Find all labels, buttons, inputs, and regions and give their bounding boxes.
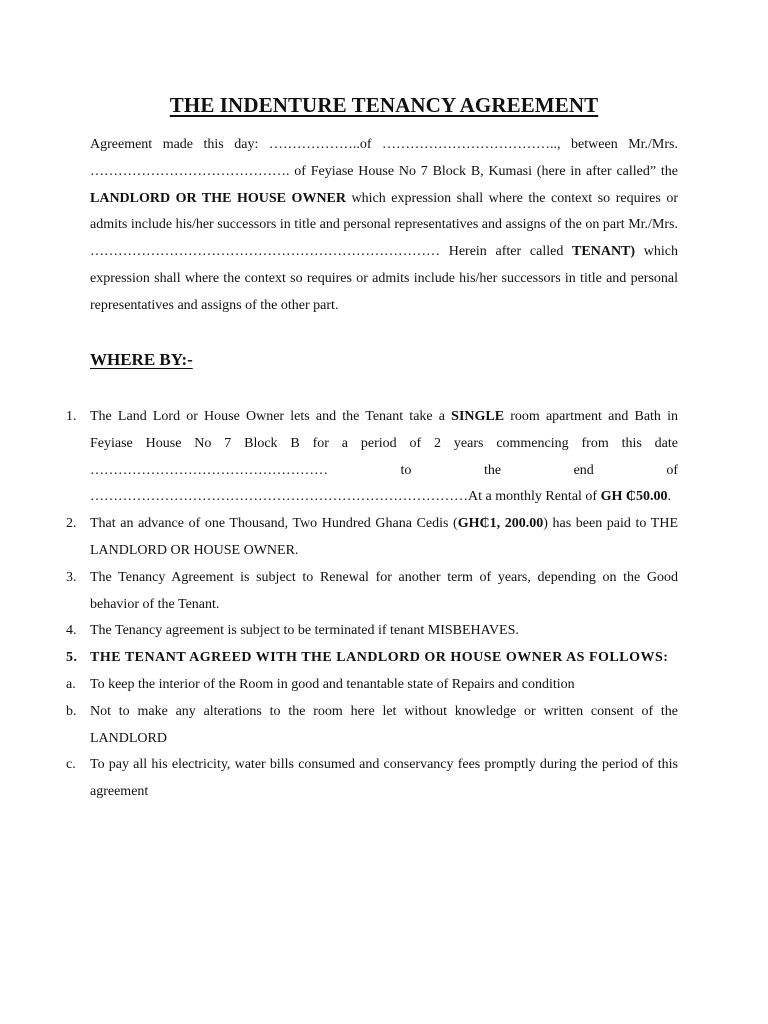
clause-number: 5. (66, 650, 78, 666)
clause-b (66, 699, 678, 753)
clause-list (66, 404, 678, 806)
clause-text: Not to make any alterations to the room here let without knowledge or written consent of the LANDLORD (90, 703, 678, 746)
clause-3 (66, 565, 678, 619)
intro-text-1: Agreement made this day: ………………..of ……………………………….., between Mr./Mrs. ……………………………………. of Feyiase House No 7 Block B, Kumasi (here in after called” the (90, 137, 678, 179)
clause-2 (66, 511, 678, 565)
clause-text: ) has been paid to THE LANDLORD OR HOUSE OWNER. (90, 516, 678, 558)
clause-text: THE TENANT AGREED WITH THE LANDLORD OR HOUSE OWNER AS FOLLOWS: (90, 650, 669, 666)
clause-number: 1. (66, 409, 77, 424)
clause-letter: b. (66, 703, 77, 719)
monthly-rent: GH ₵50.00 (600, 489, 668, 505)
clause-text: The Land Lord or House Owner lets and the Tenant take a (90, 409, 452, 424)
intro-text-2: which expression shall where the context so requires or admits include his/her successors in title and personal representatives and assigns of the on part Mr./Mrs. ………………………………………………………………… Herein after called (90, 190, 678, 260)
clause-letter: a. (66, 676, 76, 692)
clause-letter: c. (66, 757, 76, 773)
clause-1 (66, 404, 678, 511)
clause-text: To keep the interior of the Room in good and tenantable state of Repairs and condition (90, 676, 575, 692)
clause-text: That an advance of one Thousand, Two Hundred Ghana Cedis ( (90, 516, 458, 532)
clause-4 (66, 618, 678, 645)
landlord-term: LANDLORD OR THE HOUSE OWNER (90, 190, 346, 206)
clause-text: To pay all his electricity, water bills consumed and conservancy fees promptly during the period of this agreement (90, 757, 678, 800)
clause-number: 3. (66, 569, 77, 585)
clause-text: room apartment and Bath in Feyiase House No 7 Block B for a period of 2 years commencing from this date …………………………………………… to the end of ………………………………………………………………………At a monthly Rental of (90, 409, 678, 505)
clause-number: 2. (66, 516, 77, 532)
room-type: SINGLE (451, 409, 505, 424)
clause-text: The Tenancy agreement is subject to be terminated if tenant MISBEHAVES. (90, 623, 519, 639)
intro-text-3: which expression shall where the context so requires or admits include his/her successors in title and personal representatives and assigns of the other part. (90, 244, 678, 313)
where-by-heading: WHERE BY:- (90, 350, 193, 369)
clause-5 (66, 645, 678, 672)
clause-number: 4. (66, 623, 77, 639)
intro-paragraph (90, 132, 678, 320)
tenant-term: TENANT) (572, 244, 636, 260)
clause-text: The Tenancy Agreement is subject to Renewal for another term of years, depending on the Good behavior of the Tenant. (90, 569, 678, 612)
clause-c (66, 752, 678, 806)
clause-text: . (667, 489, 671, 505)
document-title: THE INDENTURE TENANCY AGREEMENT (169, 93, 599, 117)
clause-a (66, 672, 678, 699)
advance-amount: GH₵1, 200.00 (457, 516, 544, 532)
